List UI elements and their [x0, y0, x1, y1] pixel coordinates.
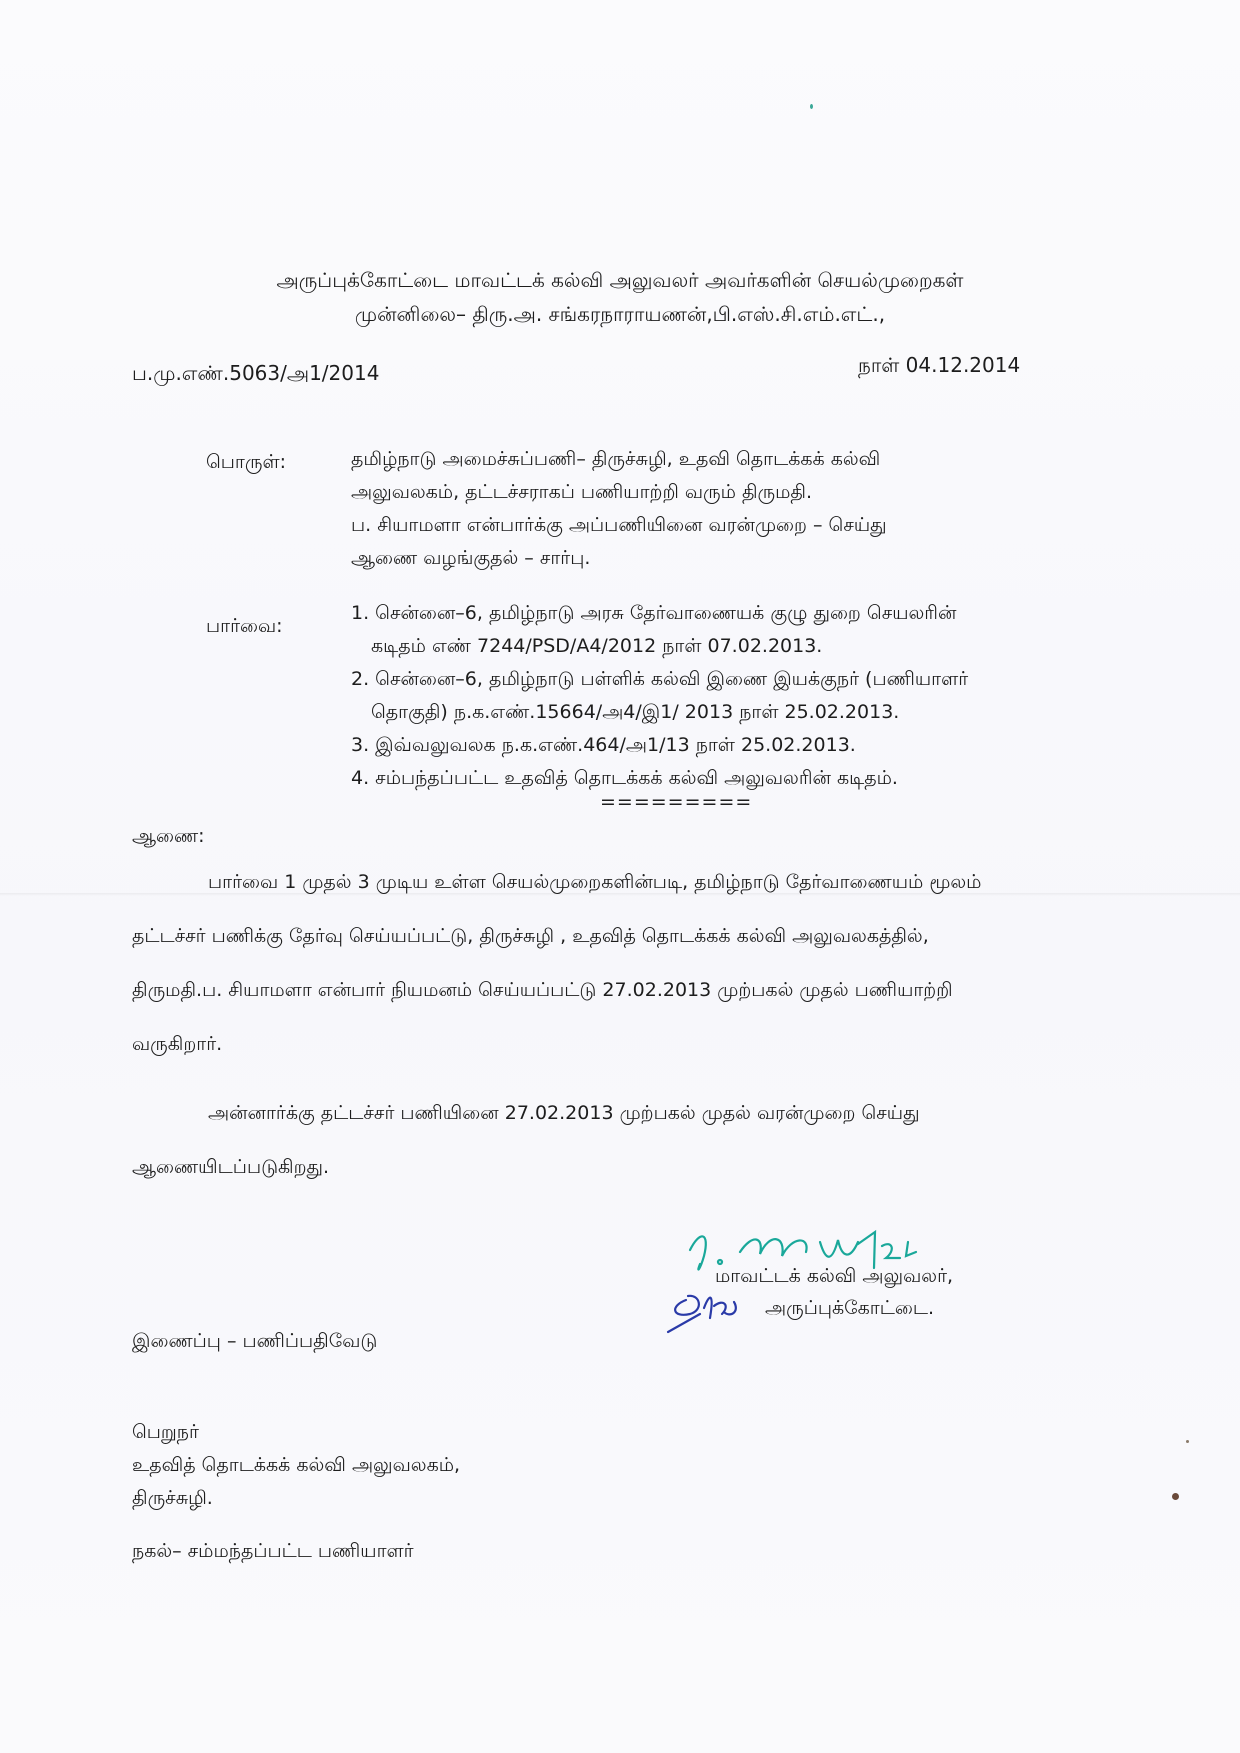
subject-line: தமிழ்நாடு அமைச்சுப்பணி– திருச்சுழி, உதவி தொடக்கக் கல்வி: [351, 448, 881, 470]
signatory-designation: மாவட்டக் கல்வி அலுவலர்,: [715, 1265, 954, 1287]
subject-label: பொருள்:: [206, 451, 287, 473]
letter-date: நாள் 04.12.2014: [858, 353, 1021, 377]
reference-item: 3. இவ்வலுவலக ந.க.எண்.464/அ1/13 நாள் 25.02.2013.: [351, 734, 856, 756]
paper-speck: [1186, 1440, 1189, 1443]
paragraph-line: வருகிறார்.: [132, 1033, 223, 1055]
reference-number: ப.மு.எண்.5063/அ1/2014: [132, 361, 380, 385]
enclosure-note: இணைப்பு – பணிப்பதிவேடு: [132, 1330, 378, 1352]
order-paragraph-2: [132, 1086, 1082, 1194]
reference-item: 4. சம்பந்தப்பட்ட உதவித் தொடக்கக் கல்வி அலுவலரின் கடிதம்.: [351, 767, 898, 789]
separator-line: =========: [600, 791, 753, 813]
recipient-label: பெறுநர்: [132, 1421, 199, 1443]
recipient-line: உதவித் தொடக்கக் கல்வி அலுவலகம்,: [132, 1454, 461, 1476]
reference-item-cont: தொகுதி) ந.க.எண்.15664/அ4/இ1/ 2013 நாள் 25.02.2013.: [371, 701, 900, 723]
subject-line: ப. சியாமளா என்பார்க்கு அப்பணியினை வரன்முறை – செய்து: [351, 514, 887, 536]
paper-speck: [810, 104, 813, 109]
paragraph-line: பார்வை 1 முதல் 3 முடிய உள்ள செயல்முறைகளின்படி, தமிழ்நாடு தேர்வாணையம் மூலம்: [208, 871, 982, 893]
signatory-place: அருப்புக்கோட்டை.: [765, 1297, 934, 1319]
copy-to-note: நகல்– சம்மந்தப்பட்ட பணியாளர்: [132, 1540, 414, 1562]
reference-item: 1. சென்னை–6, தமிழ்நாடு அரசு தேர்வாணையக் குழு துறை செயலரின்: [351, 602, 957, 624]
paragraph-line: திருமதி.ப. சியாமளா என்பார் நியமனம் செய்யப்பட்டு 27.02.2013 முற்பகல் முதல் பணியாற்றி: [132, 979, 953, 1001]
paper-speck: [1172, 1493, 1179, 1500]
recipient-block: [132, 1416, 460, 1515]
paragraph-line: ஆணையிடப்படுகிறது.: [132, 1156, 330, 1178]
reference-item: 2. சென்னை–6, தமிழ்நாடு பள்ளிக் கல்வி இணை இயக்குநர் (பணியாளர்: [351, 668, 969, 690]
office-title: அருப்புக்கோட்டை மாவட்டக் கல்வி அலுவலர் அவர்களின் செயல்முறைகள்: [276, 268, 964, 292]
order-paragraph-1: [132, 855, 1082, 1071]
subject-text: [351, 443, 887, 575]
presiding-officer: முன்னிலை– திரு.அ. சங்கரநாராயணன்,பி.எஸ்.சி.எம்.எட்.,: [354, 302, 886, 326]
subject-line: அலுவலகம், தட்டச்சராகப் பணியாற்றி வரும் திருமதி.: [351, 481, 813, 503]
paragraph-line: அன்னார்க்கு தட்டச்சர் பணியினை 27.02.2013 முற்பகல் முதல் வரன்முறை செய்து: [208, 1102, 920, 1124]
order-label: ஆணை:: [132, 825, 205, 847]
references-label: பார்வை:: [206, 615, 283, 637]
references-list: [351, 597, 968, 795]
recipient-line: திருச்சுழி.: [132, 1487, 213, 1509]
paragraph-line: தட்டச்சர் பணிக்கு தேர்வு செய்யப்பட்டு, திருச்சுழி , உதவித் தொடக்கக் கல்வி அலுவலகத்தில்,: [132, 925, 929, 947]
subject-line: ஆணை வழங்குதல் – சார்பு.: [351, 547, 591, 569]
reference-item-cont: கடிதம் எண் 7244/PSD/A4/2012 நாள் 07.02.2013.: [371, 635, 823, 657]
